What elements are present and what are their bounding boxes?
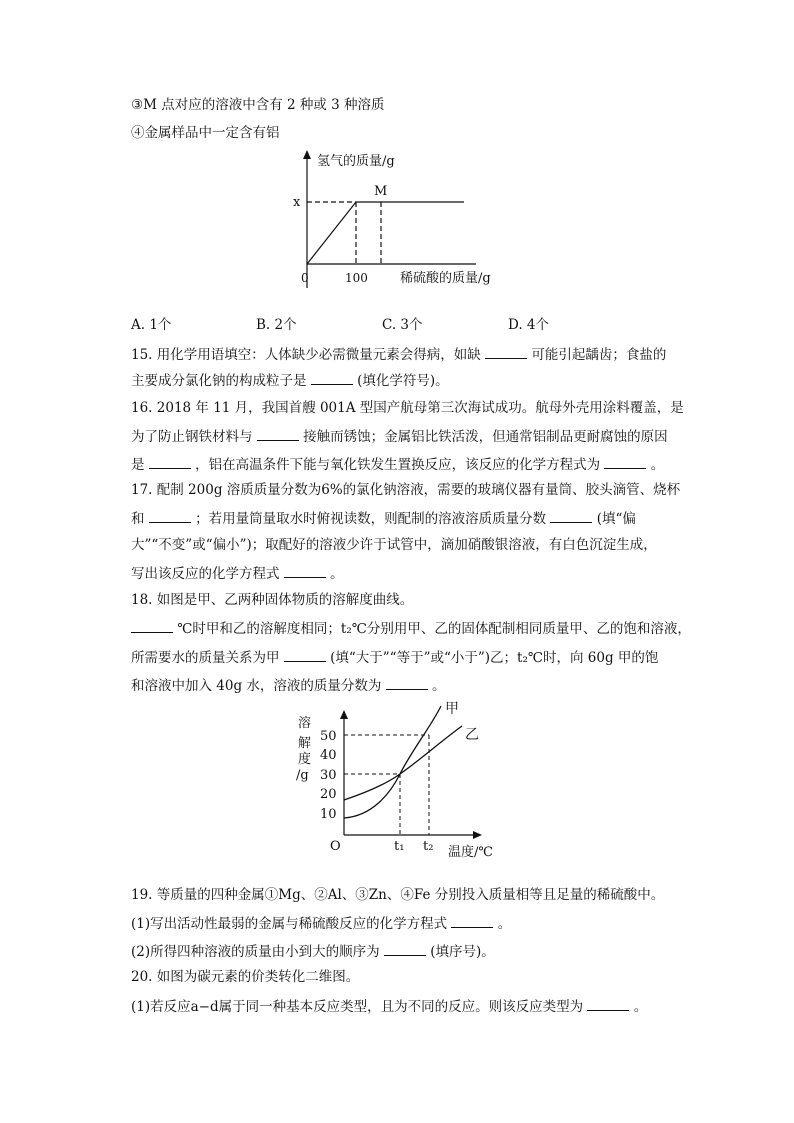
q18-text-4b: 。 [432,678,446,694]
q17-text-2c: (填“偏 [596,511,636,527]
y-axis-arrow [340,710,348,719]
q19-text-3b: (填序号)。 [430,944,495,960]
option-b: B. 2个 [256,317,297,333]
q20-line-1: 20. 如图为碳元素的价类转化二维图。 [131,969,360,985]
x-value-label: x [293,195,301,210]
q15-text-2b: (填化学符号)。 [357,373,449,389]
q19-line-1: 19. 等质量的四种金属①Mg、②Al、③Zn、④Fe 分别投入质量相等且足量的稀硫酸中。 [131,887,665,903]
q19-line-2 [131,913,511,933]
q16-text-2b: 接触而锈蚀；金属铝比铁活泼，但通常铝制品更耐腐蚀的原因 [303,429,668,445]
q19-blank-1[interactable] [451,913,493,928]
curve-jia [344,706,441,818]
q16-blank-1[interactable] [257,426,299,441]
x-axis-label: 稀硫酸的质量/g [400,271,491,286]
q16-line-1: 16. 2018 年 11 月，我国首艘 001A 型国产航母第三次海试成功。航母外壳用涂料覆盖，是 [131,400,684,416]
q18-text-3b: (填“大于”“等于”或“小于”)乙；t₂℃时，向 60g 甲的饱 [330,650,659,666]
q15-text-1a: 15. 用化学用语填空：人体缺少必需微量元素会得病，如缺 [131,347,481,363]
q16-text-3a: 是 [131,457,145,473]
option-c: C. 3个 [382,317,423,333]
q14-hydrogen-graph [280,148,520,293]
q18-text-2a: ℃时甲和乙的溶解度相同；t₂℃分别用甲、乙的固体配制相同质量甲、乙的饱和溶液， [177,621,691,637]
y-axis-arrow [303,150,311,159]
q18-blank-1[interactable] [131,618,173,633]
q20-line-2 [131,996,647,1016]
q16-text-3c: 。 [650,457,665,473]
q15-line-1 [131,344,666,364]
q17-text-2b: ；若用量筒量取水时俯视读数，则配制的溶液溶质质量分数 [195,511,547,527]
q18-solubility-graph [290,698,510,866]
origin-label: O [330,839,341,854]
q18-blank-2[interactable] [284,647,326,662]
q17-line-4 [131,563,344,583]
q16-line-2 [131,426,668,446]
q15-blank-2[interactable] [311,370,353,385]
q16-line-3 [131,454,664,474]
q19-blank-2[interactable] [384,941,426,956]
q17-text-4b: 。 [330,566,344,582]
q15-text-2a: 主要成分氯化钠的构成粒子是 [131,373,307,389]
y-tick-40: 40 [320,748,337,763]
q20-blank-1[interactable] [587,996,629,1011]
q17-line-2 [131,508,636,528]
q17-blank-3[interactable] [284,563,326,578]
x-tick-100: 100 [345,271,368,285]
q17-line-3: 大”“不变”或“偏小”)；取配好的溶液少许于试管中，滴加硝酸银溶液，有白色沉淀生成， [131,537,657,553]
q18-text-4a: 和溶液中加入 40g 水，溶液的质量分数为 [131,678,382,694]
y-tick-30: 30 [320,768,337,783]
option-d: D. 4个 [508,317,550,333]
q16-text-2a: 为了防止钢铁材料与 [131,429,253,445]
x-axis-arrow [473,831,482,839]
q19-line-3 [131,941,495,961]
origin-label: 0 [301,271,309,285]
q16-blank-2[interactable] [149,454,191,469]
q17-line-1: 17. 配制 200g 溶质质量分数为6%的氯化钠溶液，需要的玻璃仪器有量筒、胶头滴管、烧杯 [131,482,681,498]
q19-text-3a: (2)所得四种溶液的质量由小到大的顺序为 [131,944,380,960]
y-label-char-3: 度 [298,752,312,767]
q20-text-2a: (1)若反应a−d属于同一种基本反应类型，且为不同的反应。则该反应类型为 [131,999,584,1015]
option-a: A. 1个 [131,317,172,333]
q17-text-4a: 写出该反应的化学方程式 [131,566,280,582]
q14-statement-4: ④金属样品中一定含有铝 [131,125,280,141]
q16-blank-3[interactable] [604,454,646,469]
q18-line-3 [131,647,658,667]
y-tick-50: 50 [320,729,337,744]
series-jia-label: 甲 [445,701,459,717]
q18-text-3a: 所需要水的质量关系为甲 [131,650,280,666]
t1-label: t₁ [394,839,405,854]
q20-text-2b: 。 [633,999,648,1015]
q19-text-2a: (1)写出活动性最弱的金属与稀硫酸反应的化学方程式 [131,916,448,932]
q17-blank-1[interactable] [149,508,191,523]
q16-text-3b: ，铝在高温条件下能与氧化铁发生置换反应，该反应的化学方程式为 [195,457,601,473]
q17-blank-2[interactable] [550,508,592,523]
series-yi-label: 乙 [465,727,479,743]
q14-statement-3: ③M 点对应的溶液中含有 2 种或 3 种溶质 [131,97,385,113]
q15-text-1b: 可能引起龋齿；食盐的 [531,347,667,363]
y-label-char-4: /g [296,768,309,783]
q18-line-2 [131,618,691,638]
q18-line-4 [131,675,446,695]
q19-text-2b: 。 [497,916,512,932]
q15-blank-1[interactable] [485,344,527,359]
y-label-char-1: 溶 [298,716,312,731]
y-tick-10: 10 [320,807,337,822]
q17-text-2a: 和 [131,511,145,527]
y-tick-20: 20 [320,787,337,802]
curve-yi [344,726,462,800]
t2-label: t₂ [423,839,434,854]
point-m-label: M [374,184,388,199]
x-axis-label: 温度/℃ [448,845,493,860]
q18-blank-3[interactable] [386,675,428,690]
y-axis-label: 氢气的质量/g [317,154,395,169]
y-label-char-2: 解 [298,736,312,751]
rising-segment [307,202,356,264]
q15-line-2 [131,370,449,390]
q18-line-1: 18. 如图是甲、乙两种固体物质的溶解度曲线。 [131,592,414,608]
